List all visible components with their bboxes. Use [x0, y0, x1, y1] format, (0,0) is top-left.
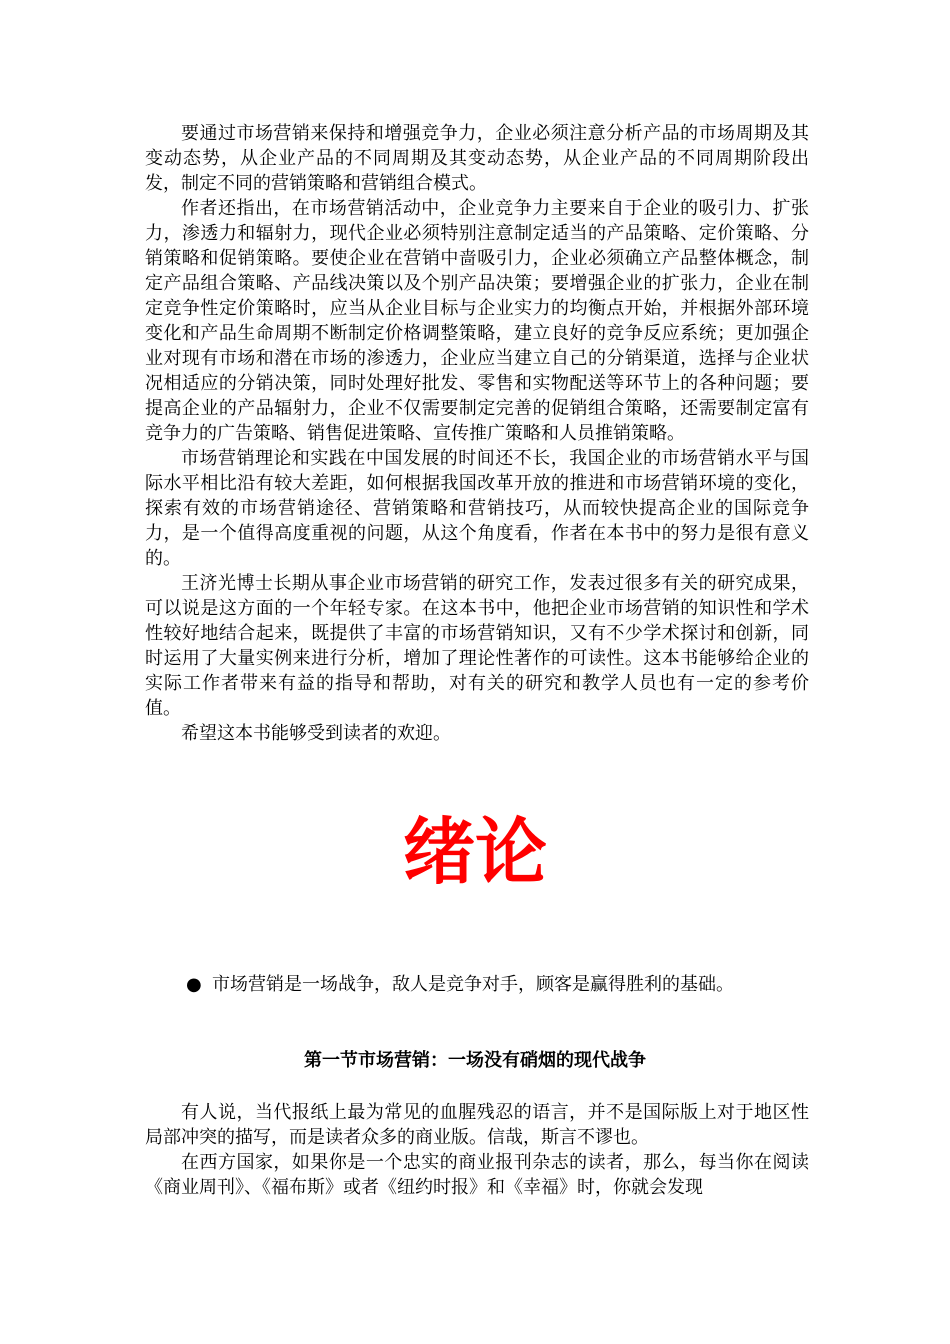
section-text [145, 1100, 809, 1200]
bullet-icon: ● [186, 974, 202, 995]
preface-paragraph: 王济光博士长期从事企业市场营销的研究工作，发表过很多有关的研究成果，可以说是这方面的一个年轻专家。在这本书中，他把企业市场营销的知识性和学术性较好地结合起来，既提供了丰富的市场营销知识，又有不少学术探讨和创新，同时运用了大量实例来进行分析，增加了理论性著作的可读性。这本书能够给企业的实际工作者带来有益的指导和帮助，对有关的研究和教学人员也有一定的参考价值。 [145, 573, 809, 719]
preface-paragraph: 要通过市场营销来保持和增强竞争力，企业必须注意分析产品的市场周期及其变动态势，从企业产品的不同周期及其变动态势，从企业产品的不同周期阶段出发，制定不同的营销策略和营销组合模式。 [145, 123, 809, 194]
bullet-quote [186, 972, 826, 998]
section-paragraph: 在西方国家，如果你是一个忠实的商业报刊杂志的读者，那么，每当你在阅读《商业周刊》、《福布斯》或者《纽约时报》和《幸福》时，你就会发现 [145, 1152, 809, 1198]
section-paragraph: 有人说，当代报纸上最为常见的血腥残忍的语言，并不是国际版上对于地区性局部冲突的描写，而是读者众多的商业版。信哉，斯言不谬也。 [145, 1102, 809, 1148]
preface-text [145, 121, 809, 746]
chapter-title: 绪论 [402, 810, 547, 894]
section-title: 第一节市场营销：一场没有硝烟的现代战争 [304, 1050, 646, 1071]
preface-paragraph: 作者还指出，在市场营销活动中，企业竞争力主要来自于企业的吸引力、扩张力，渗透力和辐射力，现代企业必须特别注意制定适当的产品策略、定价策略、分销策略和促销策略。要使企业在营销中啬吸引力，企业必须确立产品整体概念，制定产品组合策略、产品线决策以及个别产品决策；要增强企业的扩张力，企业在制定竞争性定价策略时，应当从企业目标与企业实力的均衡点开始，并根据外部环境变化和产品生命周期不断制定价格调整策略，建立良好的竞争反应系统；更加强企业对现有市场和潜在市场的渗透力，企业应当建立自己的分销渠道，选择与企业状况相适应的分销决策，同时处理好批发、零售和实物配送等环节上的各种问题；要提高企业的产品辐射力，企业不仅需要制定完善的促销组合策略，还需要制定富有竞争力的广告策略、销售促进策略、宣传推广策略和人员推销策略。 [145, 198, 809, 444]
preface-paragraph: 希望这本书能够受到读者的欢迎。 [181, 723, 451, 744]
preface-paragraph: 市场营销理论和实践在中国发展的时间还不长，我国企业的市场营销水平与国际水平相比沿有较大差距，如何根据我国改革开放的推进和市场营销环境的变化，探索有效的市场营销途径、营销策略和营销技巧，从而较快提高企业的国际竞争力，是一个值得高度重视的问题，从这个角度看，作者在本书中的努力是很有意义的。 [145, 448, 809, 569]
bullet-text: 市场营销是一场战争，敌人是竞争对手，顾客是赢得胜利的基础。 [212, 974, 734, 995]
